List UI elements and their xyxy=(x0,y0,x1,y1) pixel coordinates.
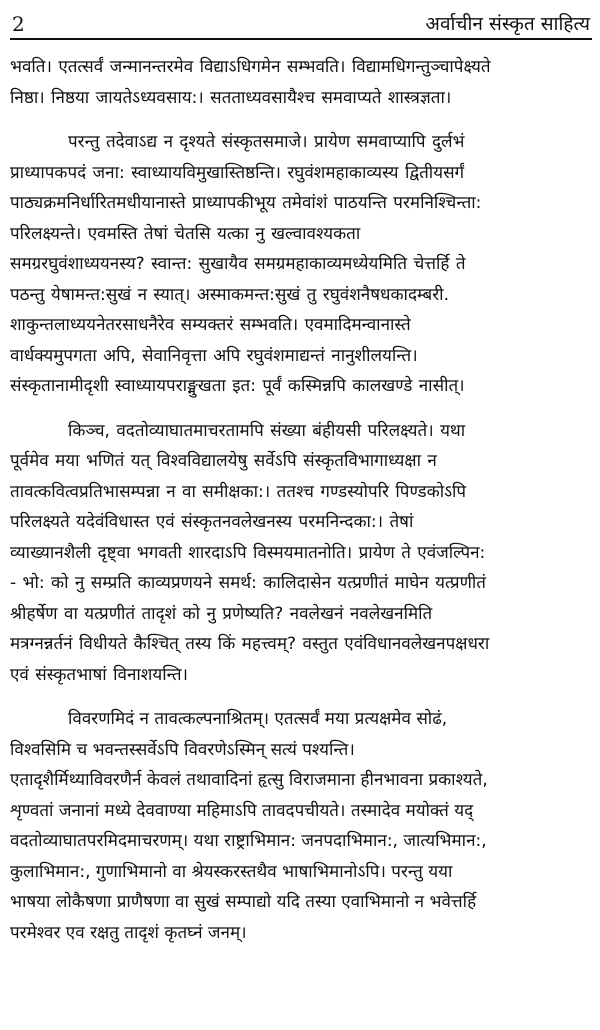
text-line: भाषया लोकैषणा प्राणैषणा वा सुखं सम्पाद्यो यदि तस्या एवाभिमानो न भवेत्तर्हि xyxy=(10,892,477,912)
text-line: - भो: को नु सम्प्रति काव्यप्रणयने समर्थ: कालिदासेन यत्प्रणीतं माघेन यत्प्रणीतं xyxy=(10,573,486,593)
text-line: भवति। एतत्सर्वं जन्मानन्तरमेव विद्याऽधिगमेन सम्भवति। विद्यामधिगन्तुञ्चापेक्ष्यते xyxy=(10,57,491,77)
text-line: पठन्तु येषामन्त:सुखं न स्यात्। अस्माकमन्त:सुखं तु रघुवंशनैषधकादम्बरी. xyxy=(10,284,449,305)
text-line: कुलाभिमान:, गुणाभिमानो वा श्रेयस्करस्तथैव भाषाभिमानोऽपि। परन्तु यया xyxy=(10,861,453,882)
paragraph xyxy=(10,416,592,691)
text-line: परमेश्वर एव रक्षतु तादृशं कृतघ्नं जनम्। xyxy=(10,922,247,943)
text-line: निष्ठा। निष्ठया जायतेऽध्यवसाय:। सतताध्यवसायैश्च समवाप्यते शास्त्रज्ञता। xyxy=(10,87,452,108)
text-line: परिलक्ष्यते यदेवंविधास्त एवं संस्कृतनवलेखनस्य परमनिन्दका:। तेषां xyxy=(10,512,414,532)
text-line: वार्धक्यमुपगता अपि, सेवानिवृत्ता अपि रघुवंशमाद्यन्तं नानुशीलयन्ति। xyxy=(10,345,418,366)
text-line: शृण्वतां जनानां मध्ये देववाण्या महिमाऽपि तावदपचीयते। तस्मादेव मयोक्तं यद् xyxy=(10,800,474,821)
paragraph xyxy=(10,52,592,113)
text-line: समग्ररघुवंशाध्ययनस्य? स्वान्त: सुखायैव समग्रमहाकाव्यमध्येयमिति चेत्तर्हि ते xyxy=(10,254,466,274)
text-line: शाकुन्तलाध्ययनेतरसाधनैरेव सम्यक्तरं सम्भवति। एवमादिमन्वानास्ते xyxy=(10,315,411,335)
paragraph xyxy=(10,704,592,948)
text-line: एतादृशैर्मिथ्याविवरणैर्न केवलं तथावादिनां हृत्सु विराजमाना हीनभावना प्रकाश्यते, xyxy=(10,770,488,790)
text-line: प्राध्यापकपदं जना: स्वाध्यायविमुखास्तिष्ठन्ति। रघुवंशमहाकाव्यस्य द्वितीयसर्गं xyxy=(10,162,465,183)
text-line: मत्रग्नन्नर्तनं विधीयते कैश्चित् तस्य किं महत्त्वम्? वस्तुत एवंविधानवलेखनपक्षधरा xyxy=(10,634,490,654)
text-line: श्रीहर्षेण वा यत्प्रणीतं तादृशं को नु प्रणेष्यति? नवलेखनं नवलेखनमिति xyxy=(10,603,433,624)
text-line: वदतोव्याघातपरमिदमाचरणम्। यथा राष्ट्राभिमान: जनपदाभिमान:, जात्यभिमान:, xyxy=(10,831,487,851)
page-header xyxy=(10,0,592,40)
text-line: किञ्च, वदतोव्याघातमाचरतामपि संख्या बंहीयसी परिलक्ष्यते। यथा xyxy=(68,420,466,441)
text-line: तावत्कवित्वप्रतिभासम्पन्ना न वा समीक्षका:। ततश्च गण्डस्योपरि पिण्डकोऽपि xyxy=(10,481,467,502)
page-body xyxy=(10,40,592,948)
page-number: 2 xyxy=(12,12,25,36)
text-line: परिलक्ष्यन्ते। एवमस्ति तेषां चेतसि यत्का नु खल्वावश्यकता xyxy=(10,223,361,244)
paragraph xyxy=(10,127,592,402)
text-line: विश्वसिमि च भवन्तस्सर्वेऽपि विवरणेऽस्मिन् सत्यं पश्यन्ति। xyxy=(10,739,355,760)
text-line: पाठ्यक्रमनिर्धारितमधीयानास्ते प्राध्यापकीभूय तमेवांशं पाठयन्ति परमनिश्चिन्ता: xyxy=(10,193,482,213)
text-line: पूर्वमेव मया भणितं यत् विश्वविद्यालयेषु सर्वेऽपि संस्कृतविभागाध्यक्षा न xyxy=(10,451,437,471)
text-line: एवं संस्कृतभाषां विनाशयन्ति। xyxy=(10,664,188,685)
text-line: विवरणमिदं न तावत्कल्पनाश्रितम्। एतत्सर्वं मया प्रत्यक्षमेव सोढं, xyxy=(68,709,448,729)
text-line: संस्कृतानामीदृशी स्वाध्यायपराङ्मुखता इत: पूर्वं कस्मिन्नपि कालखण्डे नासीत्। xyxy=(10,376,465,396)
text-line: परन्तु तदेवाऽद्य न दृश्यते संस्कृतसमाजे। प्रायेण समवाप्यापि दुर्लभं xyxy=(68,132,465,152)
running-title: अर्वाचीन संस्कृत साहित्य xyxy=(425,13,590,35)
text-line: व्याख्यानशैली दृष्ट्वा भगवती शारदाऽपि विस्मयमातनोति। प्रायेण ते एवंजल्पिन: xyxy=(10,542,486,563)
